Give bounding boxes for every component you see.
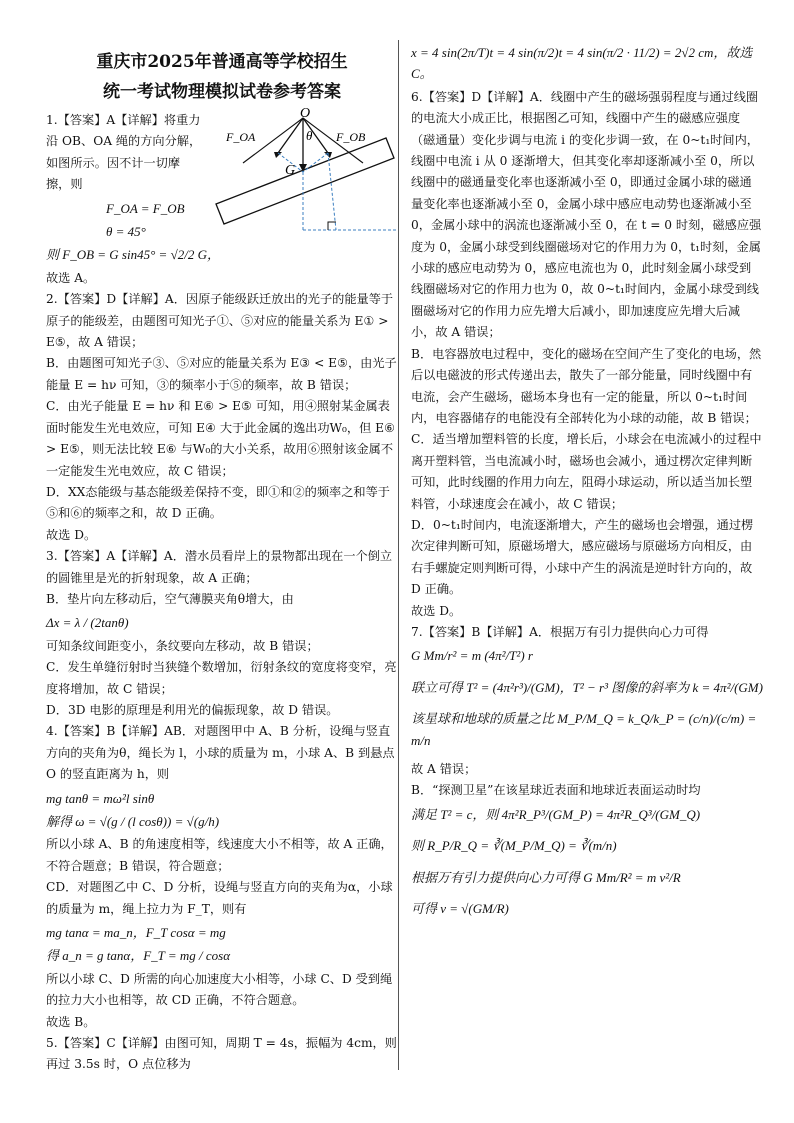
q2-p4: D．XX态能级与基态能级差保持不变，即①和②的频率之和等于⑤和⑥的频率之和，故 D 正确。 <box>46 484 390 521</box>
label-fob: F_OB <box>336 130 366 144</box>
question-3 <box>46 546 398 721</box>
q1-eq1: F_OA = F_OB <box>106 200 185 216</box>
q3-p4: D．3D 电影的原理是利用光的偏振现象，故 D 错误。 <box>46 702 339 717</box>
q3-eq: Δx = λ / (2tanθ) <box>46 615 129 631</box>
left-column <box>46 40 398 1076</box>
q7-eq1: G Mm/r² = m (4π²/T²) r <box>411 648 533 664</box>
q4-p4: 所以小球 C、D 所需的向心加速度大小相等，小球 C、D 受到绳的拉力大小也相等，故 CD 正确，不符合题意。 <box>46 971 393 1008</box>
title-line-2: 统一考试物理模拟试卷参考答案 <box>103 82 341 102</box>
question-2 <box>46 289 398 546</box>
q2-p1: 2.【答案】D【详解】A．因原子能级跃迁放出的光子的能量等于原子的能级差，由题图可知光子①、⑤对应的能量关系为 E① > E⑤，故 A 错误； <box>46 292 394 350</box>
q1-conclusion: 故选 A。 <box>46 270 96 285</box>
q4-p1: 4.【答案】B【详解】AB．对题图甲中 A、B 分析，设绳与竖直方向的夹角为θ，绳长为 l，小球的质量为 m，小球 A、B 到悬点 O 的竖直距离为 h，则 <box>46 724 395 782</box>
q7-p1: 7.【答案】B【详解】A．根据万有引力提供向心力可得 <box>411 624 709 639</box>
q5-eq: x = 4 sin(2π/T)t = 4 sin(π/2)t = 4 sin(π/2 · 11/2) = 2√2 cm，故选 C。 <box>411 45 753 82</box>
q6-conclusion: 故选 D。 <box>411 603 462 618</box>
q3-p2: B．垫片向左移动后，空气薄膜夹角θ增大，由 <box>46 591 294 606</box>
q7-eq4: 满足 T² = c，则 4π²R_P³/(GM_P) = 4π²R_Q³/(GM_Q) <box>411 806 701 822</box>
q7-eq3: 该星球和地球的质量之比 M_P/M_Q = k_Q/k_P = (c/n)/(c/m) = m/n <box>411 711 757 748</box>
q6-p2: B．电容器放电过程中，变化的磁场在空间产生了变化的电场，然后以电磁波的形式传递出去，散失了一部分能量，同时线圈中有电流，会产生磁场，磁场本身也有一定的能量，所以 0~t₁时间内，电容器储存的电能没有全部转化为小球的动能，故 B 错误； <box>411 346 762 425</box>
q4-eq1: mg tanθ = mω²l sinθ <box>46 790 155 806</box>
q3-p3: C．发生单缝衍射时当狭缝个数增加，衍射条纹的宽度将变窄，亮度将增加，故 C 错误； <box>46 660 397 696</box>
q1-eq2: θ = 45° <box>106 224 146 240</box>
q7-eq7: 可得 v = √(GM/R) <box>411 901 509 917</box>
q4-p2: 所以小球 A、B 的角速度相等，线速度大小不相等，故 A 正确，不符合题意；B 错误，符合题意； <box>46 837 393 873</box>
q1-text: 1.【答案】A【详解】将重力沿 OB、OA 绳的方向分解，如图所示。因不计一切摩擦，则 <box>46 113 202 192</box>
label-theta: θ <box>306 128 313 143</box>
q4-conclusion: 故选 B。 <box>46 1014 96 1029</box>
q7-p3: B．“探测卫星”在该星球近表面和地球近表面运动时均 <box>411 783 701 798</box>
question-1 <box>46 110 398 289</box>
q4-eq4: 得 a_n = g tanα，F_T = mg / cosα <box>46 948 231 964</box>
q7-eq6: 根据万有引力提供向心力可得 G Mm/R² = m v²/R <box>411 869 681 885</box>
label-g: G <box>285 163 296 178</box>
q6-p3: C．适当增加塑料管的长度，增长后，小球会在电流减小的过程中离开塑料管，当电流减小时，磁场也会减小，通过楞次定律判断可知，此时线圈的作用力向左，阻碍小球运动，所以适当加长塑料管，小球速度会在减小，故 C 错误； <box>411 432 762 511</box>
q3-p2b: 可知条纹间距变小，条纹要向左移动，故 B 错误； <box>46 638 319 653</box>
q7-eq2: 联立可得 T² = (4π²r³)/(GM)，T² − r³ 图像的斜率为 k = 4π²/(GM) <box>411 679 763 695</box>
q4-eq2: 解得 ω = √(g / (l cosθ)) = √(g/h) <box>46 814 220 829</box>
label-foa: F_OA <box>226 130 256 144</box>
question-5-cont <box>411 42 763 85</box>
right-column <box>411 40 763 921</box>
force-diagram <box>208 108 398 236</box>
q2-p3: C．由光子能量 E = hν 和 E⑥ > E⑤ 可知，用④照射某金属表面时能发生光电效应，可知 E④ 大于此金属的逸出功W₀，但 E⑥ > E⑤，则无法比较 E⑥ 与W₀的大小关系，故用⑥照射该金属不一定能发生光电效应，故 C 错误； <box>46 399 395 478</box>
title-line-1: 重庆市2025年普通高等学校招生 <box>96 52 348 72</box>
question-7 <box>411 622 763 919</box>
q1-eq3: 则 F_OB = G sin45° = √2/2 G， <box>46 247 220 263</box>
q4-p3: CD．对题图乙中 C、D 分析，设绳与竖直方向的夹角为α，小球的质量为 m，绳上拉力为 F_T，则有 <box>46 880 393 916</box>
q7-eq5: 则 R_P/R_Q = ∛(M_P/M_Q) = ∛(m/n) <box>411 838 617 854</box>
q3-p1: 3.【答案】A【详解】A．潜水员看岸上的景物都出现在一个倒立的圆锥里是光的折射现象，故 A 正确； <box>46 549 393 585</box>
question-5 <box>46 1033 398 1076</box>
column-divider <box>398 40 399 1070</box>
q6-p4: D．0~t₁时间内，电流逐渐增大，产生的磁场也会增强，通过楞次定律判断可知，原磁场增大，感应磁场与原磁场方向相反，由右手螺旋定则判断可得，小球中产生的涡流是逆时针方向的，故 D 正确。 <box>411 517 754 597</box>
q2-conclusion: 故选 D。 <box>46 527 97 542</box>
q4-eq3: mg tanα = ma_n，F_T cosα = mg <box>46 925 226 941</box>
q7-p2: 故 A 错误； <box>411 762 477 776</box>
question-4 <box>46 721 398 1033</box>
question-6 <box>411 87 763 622</box>
q2-p2: B．由题图可知光子③、⑤对应的能量关系为 E③ < E⑤，由光子能量 E = hν 可知，③的频率小于⑤的频率，故 B 错误； <box>46 356 397 392</box>
q5-p1: 5.【答案】C【详解】由图可知，周期 T = 4s，振幅为 4cm，则再过 3.5s 时，O 点位移为 <box>46 1036 397 1072</box>
label-o: O <box>300 108 311 121</box>
q6-p1: 6.【答案】D【详解】A．线圈中产生的磁场强弱程度与通过线圈的电流大小成正比，根据图乙可知，线圈中产生的磁感应强度（磁通量）变化步调与电流 i 的变化步调一致，在 0~t₁时间内，线圈中电流 i 从 0 逐渐增大，但其变化率却逐渐减小至 0，所以线圈中的磁通量变化率也逐渐减小至 0，即通过金属小球的磁通量变化率也逐渐减小至 0，金属小球中感应电动势也逐渐减小至 0，金属小球中的涡流也逐渐减小至 0，在 t = 0 时刻，磁感应强度为 0，金属小球受到线圈磁场对它的作用力为 0，t₁时刻，金属小球的感应电动势为 0，感应电流也为 0，此时刻金属小球受到线圈磁场对它的作用力也为 0，故 0~t₁时间内，金属小球受到线圈磁场对它的作用力应先增大后减小，即加速度应先增大后减小，故 A 错误； <box>411 89 762 340</box>
